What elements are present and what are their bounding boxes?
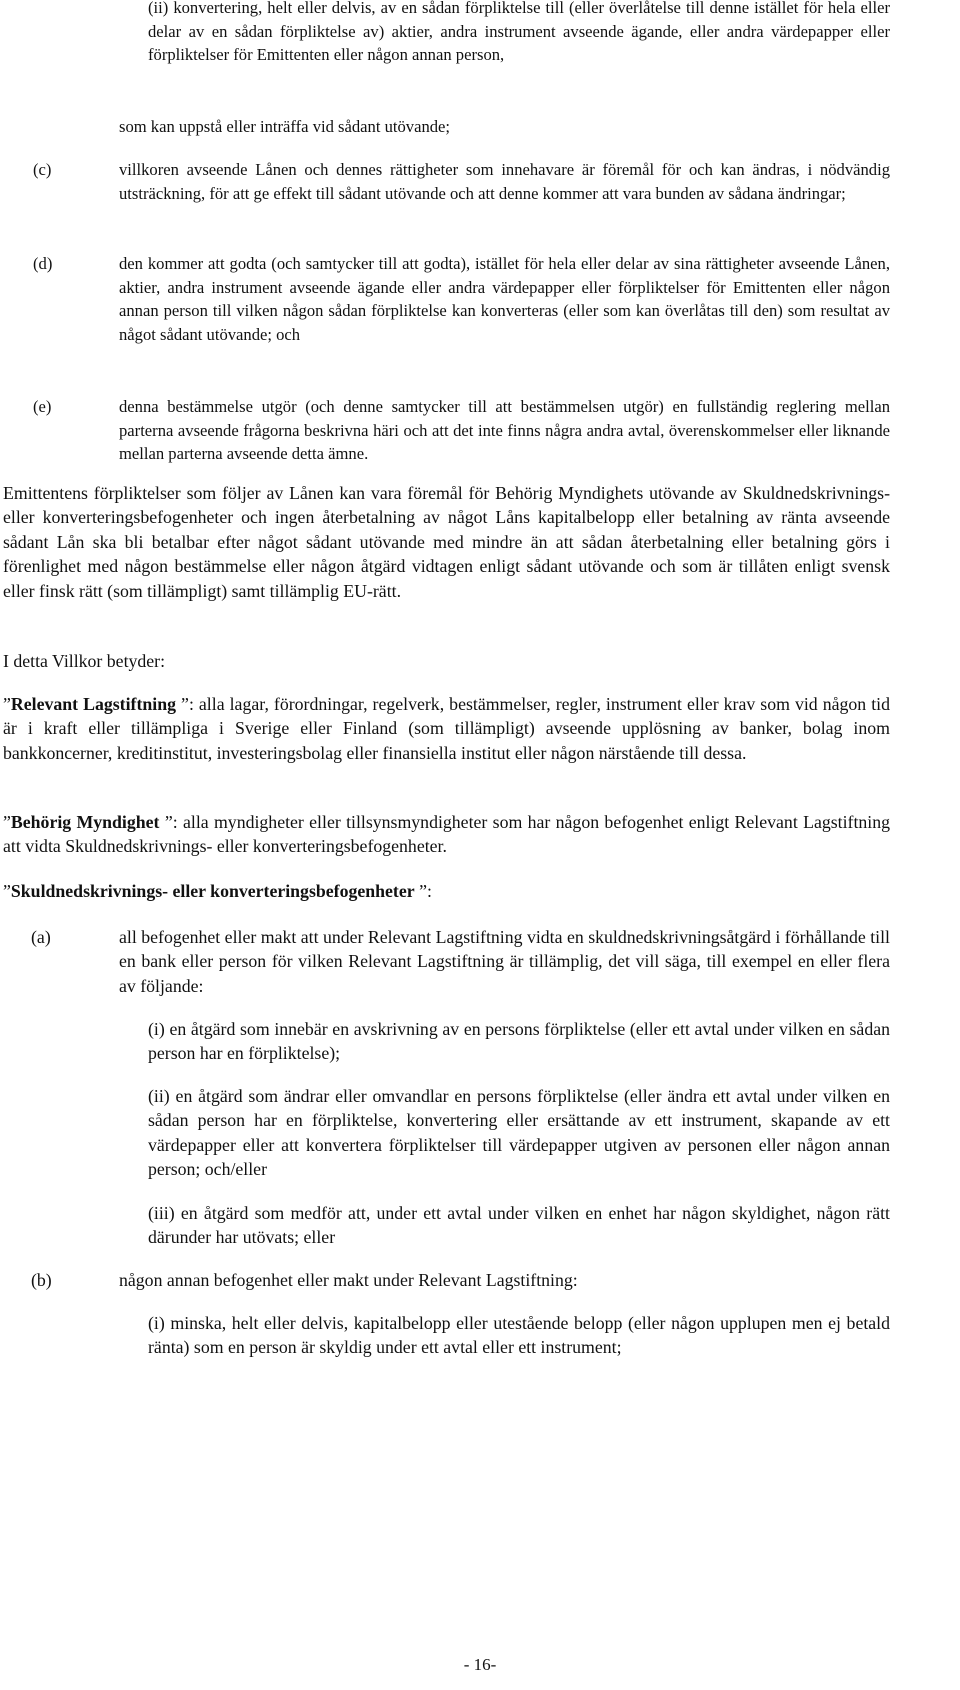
emittent-obligations-paragraph: Emittentens förpliktelser som följer av Lånen kan vara föremål för Behörig Myndighets utövande av Skuldnedskrivnings- eller konverteringsbefogenheter och ingen återbetalning av något Låns kapitalbelopp eller betalning av ränta avseende sådant Lån ska bli betalbar efter något sådant utövande med mindre än att sådan återbetalning eller betalning görs i förenlighet med någon bestämmelse eller någon åtgärd vidtagen enligt sådant utövande och som är tillåten enligt svensk eller finsk rätt (som tillämpligt) samt tillämplig EU-rätt. (3, 483, 890, 601)
subitem-a-ii: (ii) en åtgärd som ändrar eller omvandlar en persons förpliktelse (eller ändra ett avtal under vilken en sådan person har en förpliktelse, konvertering eller ersättande av ett instrument, skapande av ett värdepapper eller att konvertera förpliktelser till värdepapper utgiven av personen eller någon annan person; och/eller (148, 1086, 890, 1180)
subitem-a-iii: (iii) en åtgärd som medför att, under ett avtal under vilken en enhet har någon skyldighet, någon rätt därunder har utövats; eller (148, 1203, 890, 1248)
open-quote: ” (3, 881, 11, 901)
definition-term: Relevant Lagstiftning (10, 694, 176, 714)
item-label-d: (d) (33, 254, 53, 273)
item-text-e: denna bestämmelse utgör (och denne samtycker till att bestämmelsen utgör) en fullständig reglering mellan parterna avseende frågorna beskrivna häri och att det inte finns några andra avtal, överenskommelser eller liknande mellan parterna avseende detta ämne. (119, 397, 890, 463)
definition-text: : (426, 881, 432, 901)
subitem-ii-conversion: (ii) konvertering, helt eller delvis, av en sådan förpliktelse till (eller överlåtelse till denne istället för hela eller delar av en sådan förpliktelse av) aktier, andra instrument avseende ägande, eller andra värdepapper eller förpliktelser för Emittenten eller någon annan person, (148, 0, 890, 64)
subitem-b-i: (i) minska, helt eller delvis, kapitalbelopp eller utestående belopp (eller någon upplupen men ej betald ränta) som en person är skyldig under ett avtal eller ett instrument; (148, 1313, 890, 1358)
subitem-a-i: (i) en åtgärd som innebär en avskrivning av en persons förpliktelse (eller ett avtal under vilken en sådan person har en förpliktelse); (148, 1019, 890, 1064)
item-label-c: (c) (33, 160, 52, 179)
item-text-b: någon annan befogenhet eller makt under Relevant Lagstiftning: (119, 1270, 578, 1290)
definition-skuldnedskrivning (3, 879, 890, 903)
item-text-a: all befogenhet eller makt att under Relevant Lagstiftning vidta en skuldnedskrivningsåtgärd i förhållande till en bank eller person för vilken Relevant Lagstiftning är tillämplig, det vill säga, till exempel en eller flera av följande: (119, 927, 890, 996)
item-text-c: villkoren avseende Lånen och dennes rättigheter som innehavare är föremål för och kan ändras, i nödvändig utsträckning, för att ge effekt till sådant utövande och att denne kommer att vara bunden av sådana ändringar; (119, 160, 890, 203)
item-label-b: (b) (31, 1270, 52, 1290)
close-quote: ” (164, 812, 173, 832)
item-label-a: (a) (31, 927, 51, 947)
page-number: - 16- (463, 1655, 497, 1674)
definition-term: Behörig Myndighet (10, 812, 160, 832)
open-quote: ” (3, 812, 11, 832)
definition-behorig-myndighet (3, 810, 890, 859)
definitions-intro: I detta Villkor betyder: (3, 651, 166, 671)
open-quote: ” (3, 694, 11, 714)
close-quote: ” (419, 881, 427, 901)
continuation-text: som kan uppstå eller inträffa vid sådant utövande; (119, 117, 451, 136)
definition-term: Skuldnedskrivnings- eller konverteringsbefogenheter (10, 881, 415, 901)
definition-text: : alla myndigheter eller tillsynsmyndigheter som har någon befogenhet enligt Relevant Lagstiftning att vidta Skuldnedskrivnings- eller konverteringsbefogenheter. (3, 812, 890, 857)
close-quote: ” (181, 694, 189, 714)
definition-relevant-lagstiftning (3, 692, 890, 765)
definition-text: : alla lagar, förordningar, regelverk, bestämmelser, regler, instrument eller krav som vid någon tid är i kraft eller tillämpliga i Sverige eller Finland (som tillämpligt) avseende upplösning av banker, bolag inom bankkoncerner, kreditinstitut, investeringsbolag eller finansiella institut eller någon närstående till dessa. (3, 694, 890, 763)
item-text-d: den kommer att godta (och samtycker till att godta), istället för hela eller delar av sina rättigheter avseende Lånen, aktier, andra instrument avseende ägande eller andra värdepapper eller förpliktelser för Emittenten eller någon annan person till vilken någon sådan förpliktelse kan konverteras (eller som kan överlåtas till den) som resultat av något sådant utövande; och (119, 254, 890, 344)
item-label-e: (e) (33, 397, 52, 416)
